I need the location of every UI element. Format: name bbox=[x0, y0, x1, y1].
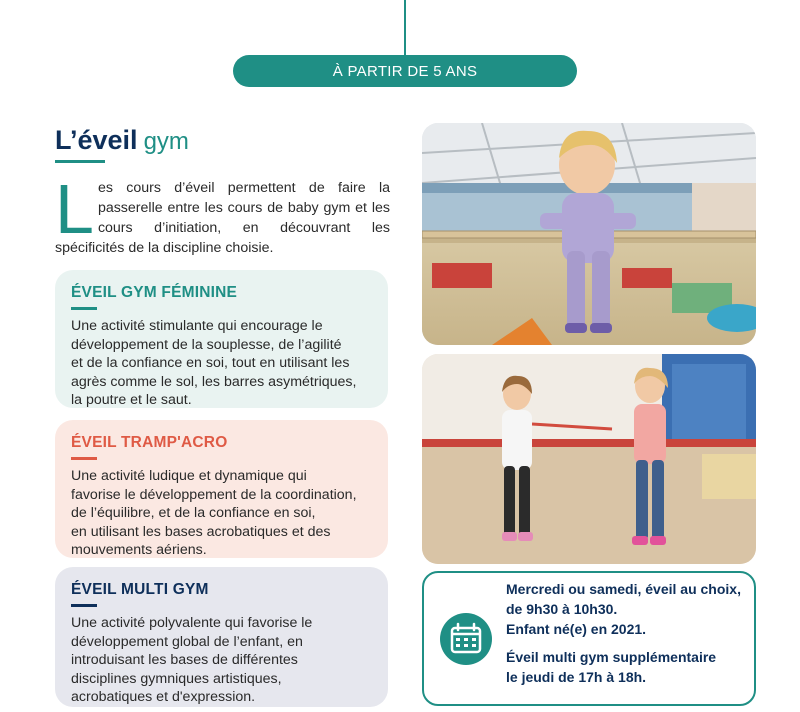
schedule-line: Éveil multi gym supplémentaire bbox=[506, 649, 717, 665]
card-line: Une activité polyvalente qui favorise le bbox=[71, 615, 313, 631]
card-title: ÉVEIL MULTI GYM bbox=[71, 581, 209, 598]
card-line: favorise le développement de la coordination, bbox=[71, 486, 357, 503]
card-line: agrès comme le sol, les barres asymétriques, bbox=[71, 373, 357, 390]
card-title: ÉVEIL TRAMP'ACRO bbox=[71, 434, 228, 451]
schedule-line: le jeudi de 17h à 18h. bbox=[506, 669, 647, 685]
top-divider-line bbox=[404, 0, 406, 56]
intro-dropcap: L bbox=[55, 170, 94, 248]
calendar-icon bbox=[440, 613, 492, 665]
card-line: Une activité stimulante qui encourage le bbox=[71, 318, 323, 334]
card-body bbox=[71, 317, 372, 410]
card-line: de l’équilibre, et de la confiance en soi, bbox=[71, 505, 316, 521]
card-line: Une activité ludique et dynamique qui bbox=[71, 468, 307, 484]
schedule-line: de 9h30 à 10h30. bbox=[506, 601, 618, 617]
page-title bbox=[55, 122, 189, 160]
card-body bbox=[71, 614, 372, 707]
card-eveil-multi-gym bbox=[55, 567, 388, 707]
card-title-bar bbox=[71, 307, 97, 310]
card-eveil-tramp-acro bbox=[55, 420, 388, 558]
photo-child-on-bar bbox=[422, 123, 756, 345]
title-sub: gym bbox=[143, 128, 189, 155]
card-title-bar bbox=[71, 604, 97, 607]
age-banner bbox=[233, 55, 577, 87]
card-line: et de la confiance en soi, tout en utilisant les bbox=[71, 355, 350, 371]
card-line: développement de la souplesse, de l’agilité bbox=[71, 336, 342, 353]
card-line: acrobatiques et d'expression. bbox=[71, 689, 256, 705]
card-line: disciplines gymniques artistiques, bbox=[71, 670, 282, 687]
title-underline bbox=[55, 160, 105, 163]
schedule-line: Mercredi ou samedi, éveil au choix, bbox=[506, 581, 741, 597]
card-line: mouvements aériens. bbox=[71, 542, 207, 558]
card-title: ÉVEIL GYM FÉMININE bbox=[71, 284, 238, 301]
intro-text: es cours d’éveil permettent de faire la passerelle entre les cours de baby gym et les cours d’initiation, en découvrant les spécificités de la discipline choisie. bbox=[55, 180, 390, 256]
card-body bbox=[71, 467, 372, 560]
card-eveil-gym-feminine bbox=[55, 270, 388, 408]
intro-paragraph bbox=[55, 170, 390, 258]
card-title-bar bbox=[71, 457, 97, 460]
age-banner-label: À PARTIR DE 5 ANS bbox=[332, 62, 478, 80]
title-main: L’éveil bbox=[55, 125, 138, 155]
photo-two-children bbox=[422, 354, 756, 564]
schedule-box bbox=[422, 571, 756, 706]
card-line: développement global de l’enfant, en bbox=[71, 633, 303, 650]
card-line: introduisant les bases de différentes bbox=[71, 652, 298, 668]
schedule-line: Enfant né(e) en 2021. bbox=[506, 621, 647, 637]
schedule-text bbox=[506, 579, 752, 687]
card-line: en utilisant les bases acrobatiques et des bbox=[71, 523, 331, 540]
card-line: la poutre et le saut. bbox=[71, 392, 192, 408]
